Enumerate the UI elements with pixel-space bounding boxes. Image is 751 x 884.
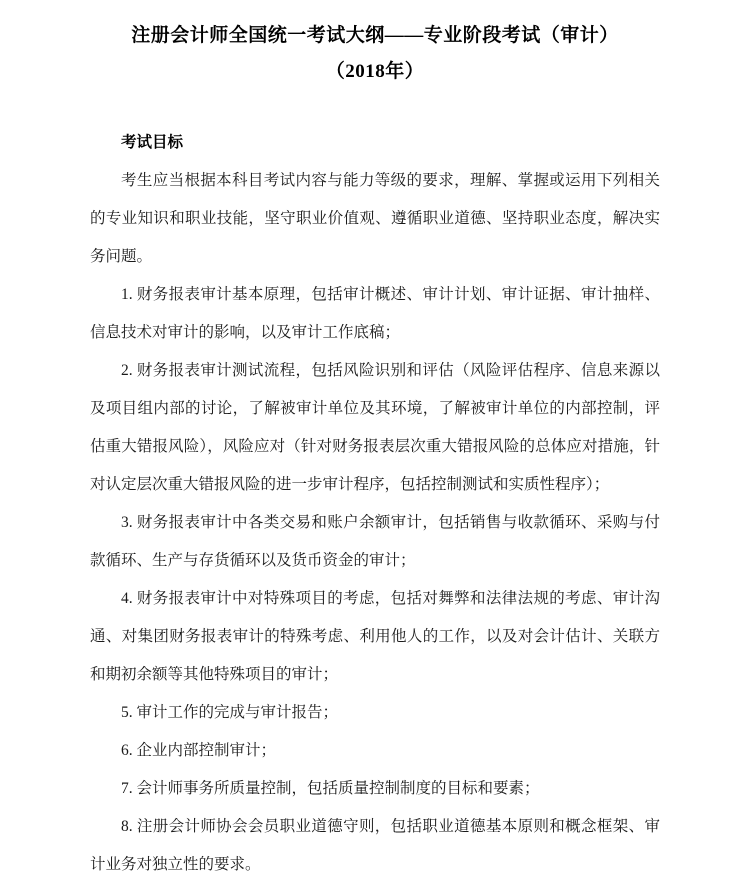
section-heading-exam-objectives: 考试目标 [121,134,184,151]
paragraph: 7. 会计师事务所质量控制，包括质量控制制度的目标和要素； [121,780,540,797]
document-title-line-1: 注册会计师全国统一考试大纲——专业阶段考试（审计） [131,25,619,46]
paragraph: 4. 财务报表审计中对特殊项目的考虑，包括对舞弊和法律法规的考虑、审计沟通、对集团财务报表审计的特殊考虑、利用他人的工作，以及对会计估计、关联方和期初余额等其他特殊项目的审计； [90,590,660,683]
paragraph: 2. 财务报表审计测试流程，包括风险识别和评估（风险评估程序、信息来源以及项目组内部的讨论，了解被审计单位及其环境，了解被审计单位的内部控制，评估重大错报风险），风险应对（针对财务报表层次重大错报风险的总体应对措施，针对认定层次重大错报风险的进一步审计程序，包括控制测试和实质性程序）； [90,362,660,493]
paragraph: 考生应当根据本科目考试内容与能力等级的要求，理解、掌握或运用下列相关的专业知识和职业技能，坚守职业价值观、遵循职业道德、坚持职业态度，解决实务问题。 [90,172,660,265]
paragraphs [90,162,660,884]
paragraph: 1. 财务报表审计基本原理，包括审计概述、审计计划、审计证据、审计抽样、信息技术对审计的影响，以及审计工作底稿； [90,286,660,341]
document-title [90,12,660,90]
paragraph: 5. 审计工作的完成与审计报告； [121,704,339,721]
document-title-line-2: （2018年） [325,61,425,82]
paragraph: 6. 企业内部控制审计； [121,742,277,759]
paragraph: 8. 注册会计师协会会员职业道德守则，包括职业道德基本原则和概念框架、审计业务对独立性的要求。 [90,818,660,873]
paragraph: 3. 财务报表审计中各类交易和账户余额审计，包括销售与收款循环、采购与付款循环、生产与存货循环以及货币资金的审计； [90,514,660,569]
